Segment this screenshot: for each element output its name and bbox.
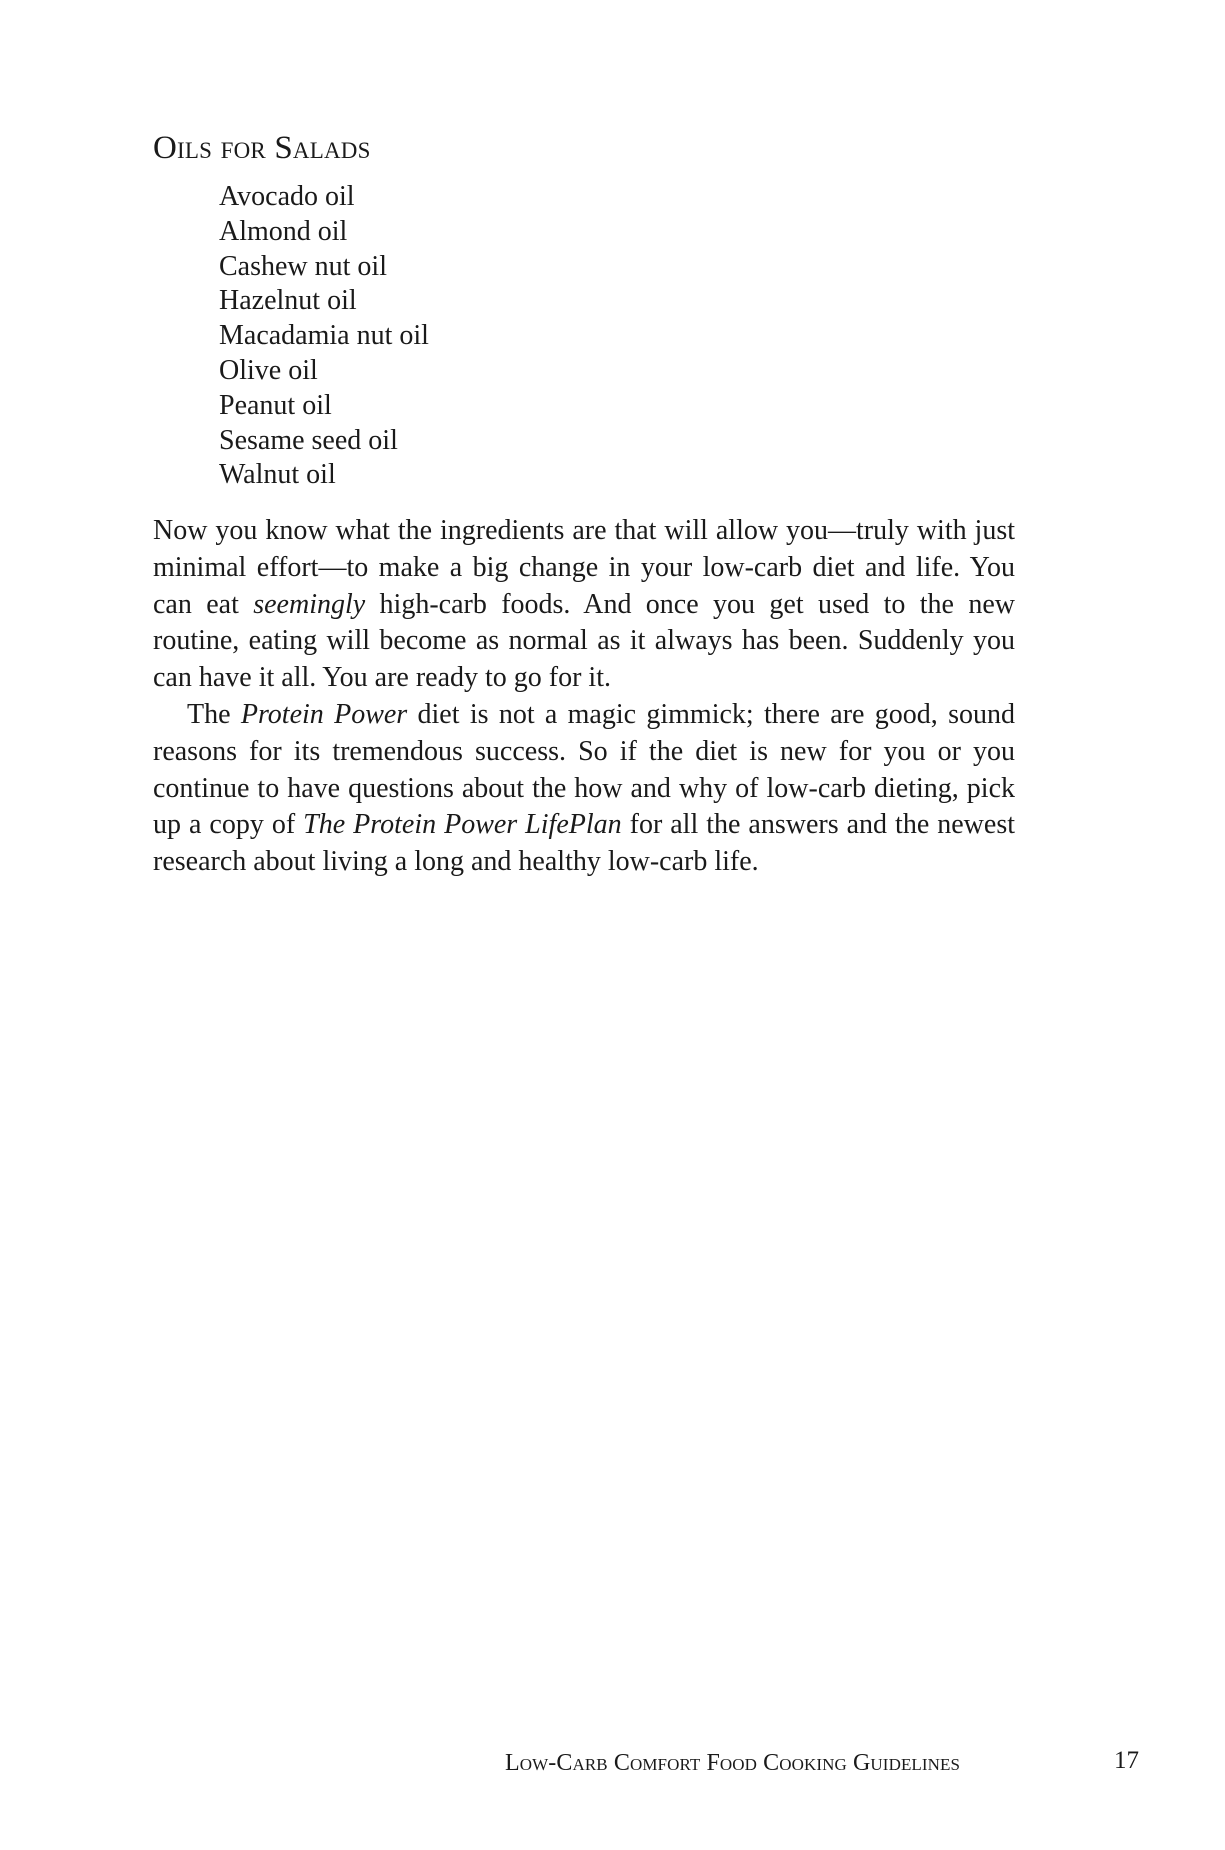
section-heading: Oils for Salads xyxy=(153,130,371,166)
paragraph-text: Now you know what the ingredients are that will allow you—truly with just minimal effort—to make a big change in your low-carb diet and life. You can eat xyxy=(153,515,1015,620)
paragraph-text: for all the answers and the newest research about living a long and healthy low-carb life. xyxy=(153,809,1015,878)
paragraph-protein-power xyxy=(153,697,1015,881)
running-footer: Low-Carb Comfort Food Cooking Guidelines xyxy=(505,1750,961,1776)
list-item: Almond oil xyxy=(219,215,348,247)
paragraph-intro xyxy=(153,513,1015,697)
book-title-text: Protein Power xyxy=(240,698,408,730)
oil-list xyxy=(219,180,429,493)
book-title-text: The Protein Power LifePlan xyxy=(303,809,622,841)
list-item: Sesame seed oil xyxy=(219,424,398,456)
list-item: Cashew nut oil xyxy=(219,250,387,282)
list-item: Peanut oil xyxy=(219,389,332,421)
paragraph-text: diet is not a magic gimmick; there are good, sound reasons for its tremendous success. So if the diet is new for you or you continue to have questions about the how and why of low-carb dieting, pick up a copy of xyxy=(153,698,1015,841)
list-item: Hazelnut oil xyxy=(219,285,357,317)
list-item: Olive oil xyxy=(219,354,318,386)
page-number: 17 xyxy=(1114,1747,1139,1774)
list-item: Walnut oil xyxy=(219,459,336,491)
list-item: Avocado oil xyxy=(219,181,355,212)
paragraph-text: high-carb foods. And once you get used to the new routine, eating will become as normal as it always has been. Suddenly you can have it all. You are ready to go for it. xyxy=(153,588,1015,694)
emphasis-text: seemingly xyxy=(253,588,366,620)
list-item: Macadamia nut oil xyxy=(219,320,429,352)
paragraph-text: The xyxy=(187,698,241,730)
body-text xyxy=(153,513,1015,881)
